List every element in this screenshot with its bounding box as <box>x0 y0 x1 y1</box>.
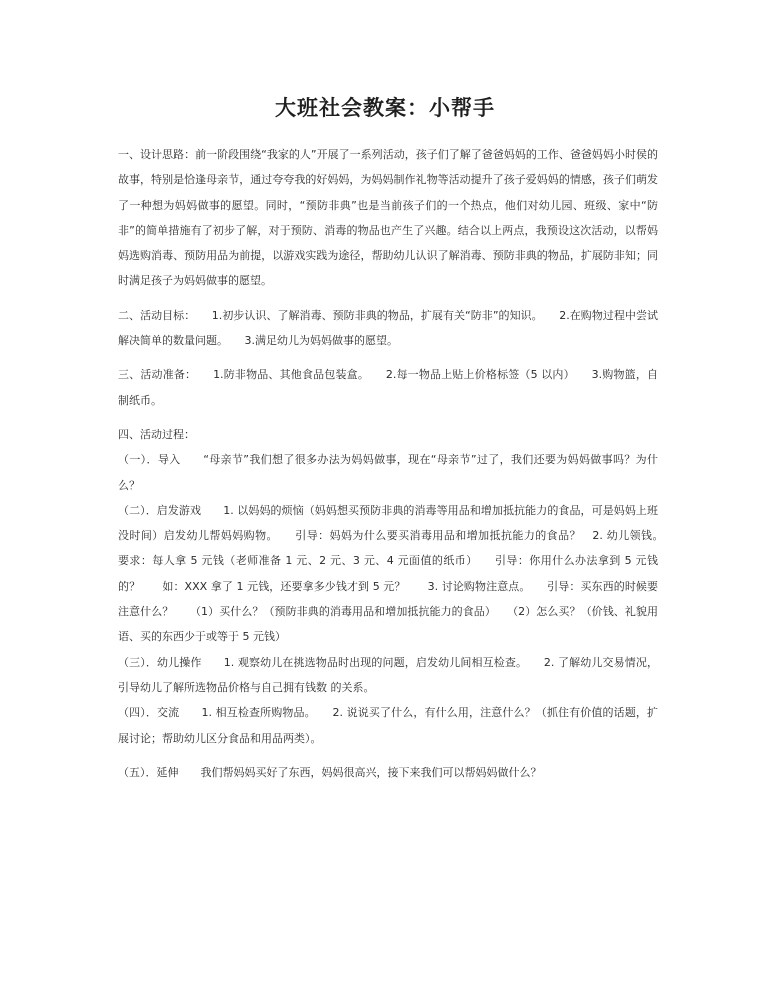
document-title: 大班社会教案：小帮手 <box>275 96 495 120</box>
process-heading: 四、活动过程： <box>118 427 195 441</box>
design-idea-paragraph: 一、设计思路：前一阶段围绕“我家的人”开展了一系列活动，孩子们了解了爸爸妈妈的工作、爸爸妈妈小时侯的故事，特别是恰逢母亲节，通过夸夸我的好妈妈，为妈妈制作礼物等活动提升了孩子爱妈妈的情感，孩子们萌发了一种想为妈妈做事的愿望。同时，“预防非典”也是当前孩子们的一个热点，他们对幼儿园、班级、家中“防非”的简单措施有了初步了解，对于预防、消毒的物品也产生了兴趣。结合以上两点，我预设这次活动，以帮妈妈选购消毒、预防用品为前提，以游戏实践为途径，帮助幼儿认识了解消毒、预防非典的物品，扩展防非知；同时满足孩子为妈妈做事的愿望。 <box>118 148 658 288</box>
document-body <box>118 142 680 785</box>
preparation-paragraph: 三、活动准备： 1.防非物品、其他食品包装盒。 2.每一物品上贴上价格标签（5 以内） 3.购物篮，自制纸币。 <box>118 368 658 407</box>
objectives-paragraph: 二、活动目标： 1.初步认识、了解消毒、预防非典的物品，扩展有关“防非”的知识。 2.在购物过程中尝试解决简单的数量问题。 3.满足幼儿为妈妈做事的愿望。 <box>118 308 658 348</box>
operation-paragraph: （三）．幼儿操作 1. 观察幼儿在挑选物品时出现的问题，启发幼儿间相互检查。 2. 了解幼儿交易情况，引导幼儿了解所选物品价格与自己拥有钱数 的关系。 <box>118 655 658 694</box>
intro-paragraph: （一）．导入 “母亲节”我们想了很多办法为妈妈做事，现在“母亲节”过了，我们还要为妈妈做事吗？为什么？ <box>118 453 658 492</box>
game-paragraph: （二）．启发游戏 1. 以妈妈的烦恼（妈妈想买预防非典的消毒等用品和增加抵抗能力的食品，可是妈妈上班没时间）启发幼儿帮妈妈购物。 引导：妈妈为什么要买消毒用品和增加抵抗能力的食品？ 2. 幼儿领钱。 要求：每人拿 5 元钱（老师准备 1 元、2 元、3 元、4 元面值的纸币） 引导：你用什么办法拿到 5 元钱的？ 如：XXX 拿了 1 元钱，还要拿多少钱才到 5 元？ 3. 讨论购物注意点。 引导：买东西的时候要注意什么？ （1）买什么？（预防非典的消毒用品和增加抵抗能力的食品） （2）怎么买？（价钱、礼貌用语、买的东西少于或等于 5 元钱） <box>118 503 680 644</box>
extension-paragraph: （五）．延伸 我们帮妈妈买好了东西，妈妈很高兴，接下来我们可以帮妈妈做什么？ <box>118 765 542 779</box>
exchange-paragraph: （四）．交流 1. 相互检查所购物品。 2. 说说买了什么，有什么用，注意什么？（抓住有价值的话题，扩 展讨论；帮助幼儿区分食品和用品两类）。 <box>118 706 658 745</box>
